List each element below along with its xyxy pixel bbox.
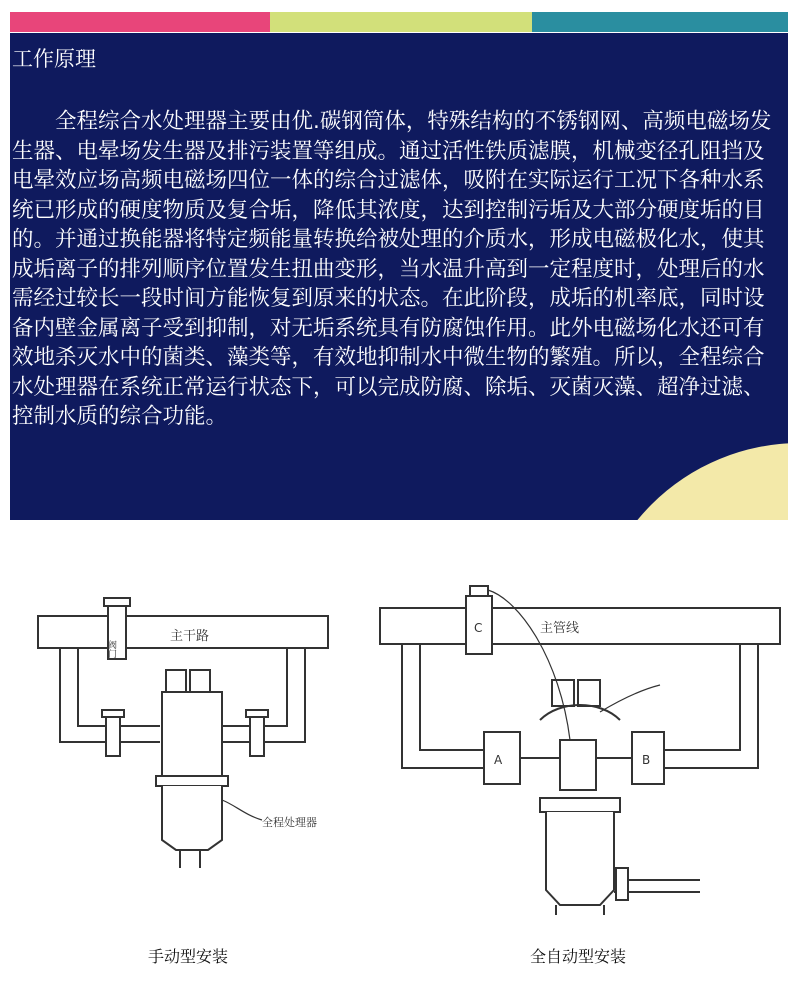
auto-install-diagram <box>380 586 780 915</box>
box-c-label: C <box>474 621 483 635</box>
manual-install-diagram <box>38 598 328 868</box>
processor-tank <box>162 786 222 850</box>
top-valve-label: 阀门 <box>106 640 116 658</box>
box-a-label: A <box>494 753 503 767</box>
processor-body <box>162 692 222 780</box>
auto-caption: 全自动型安装 <box>530 947 627 966</box>
processor-label: 全程处理器 <box>262 816 317 829</box>
left-valve <box>106 716 120 756</box>
main-line-pipe <box>380 608 780 644</box>
principle-paragraph: 全程综合水处理器主要由优.碳钢筒体，特殊结构的不锈钢网、高频电磁场发生器、电晕场发生器及排污装置等组成。通过活性铁质滤膜，机械变径孔阻挡及电晕效应场高频电磁场四位一体的综合过滤体，吸附在实际运行工况下各种水系统已形成的硬度物质及复合垢，降低其浓度，达到控制污垢及大部分硬度垢的目的。并通过换能器将特定频能量转换给被处理的介质水，形成电磁极化水，使其成垢离子的排列顺序位置发生扭曲变形，当水温升高到一定程度时，处理后的水需经过较长一段时间方能恢复到原来的状态。在此阶段，成垢的机率底，同时设备内壁金属离子受到抑制，对无垢系统具有防腐蚀作用。此外电磁场化水还可有效地杀灭水中的菌类、藻类等，有效地抑制水中微生物的繁殖。所以，全程综合水处理器在系统正常运行状态下，可以完成防腐、除垢、灭菌灭藻、超净过滤、控制水质的综合功能。 <box>12 109 772 429</box>
main-line-label: 主管线 <box>540 621 580 636</box>
auto-left-loop <box>402 644 484 768</box>
right-valve <box>250 716 264 756</box>
auto-tank <box>546 812 614 905</box>
box-b-label: B <box>642 753 651 767</box>
auto-right-loop <box>664 644 758 768</box>
main-pipe-label: 主干路 <box>170 629 210 644</box>
page-title: 工作原理 <box>12 47 96 71</box>
manual-caption: 手动型安装 <box>148 947 229 966</box>
auto-control-box <box>560 740 596 790</box>
